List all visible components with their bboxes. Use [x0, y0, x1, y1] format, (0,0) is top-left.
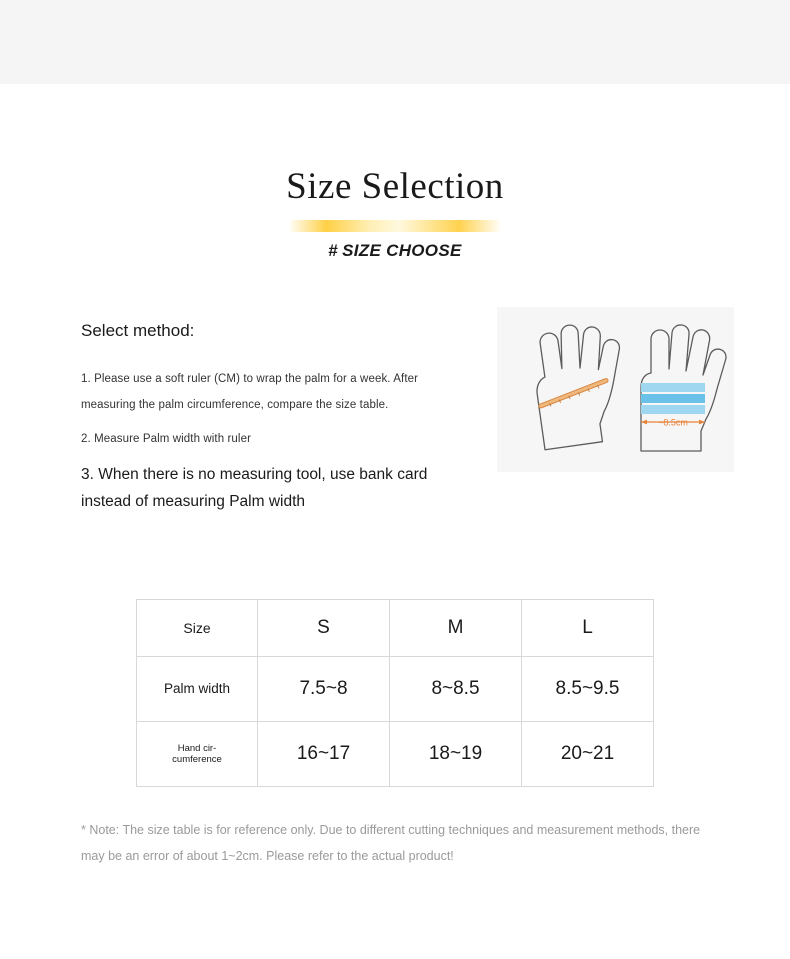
size-note: * Note: The size table is for reference only. Due to different cutting techniques and measurement methods, there may be an error of about 1~2cm. Please refer to the actual product!: [81, 823, 701, 864]
title-block: [0, 168, 790, 261]
table-header-cell-s: S: [258, 600, 390, 657]
select-method-heading: Select method:: [81, 321, 195, 340]
table-header-cell-m: M: [390, 600, 522, 657]
size-table-wrap: [136, 599, 654, 787]
cell-palm-width-m: 8~8.5: [390, 657, 522, 722]
subtitle-text: SIZE CHOOSE: [342, 241, 462, 260]
cell-hand-circumference-l: 20~21: [522, 722, 654, 787]
page-subtitle: [0, 241, 790, 261]
table-header-cell-size: Size: [137, 600, 258, 657]
table-header-cell-l: L: [522, 600, 654, 657]
method-step-1: 1. Please use a soft ruler (CM) to wrap the palm for a week. After measuring the palm circumference, compare the size table.: [81, 373, 419, 411]
size-table: [136, 599, 654, 787]
hands-diagram-icon: [497, 307, 734, 472]
cell-hand-circumference-s: 16~17: [258, 722, 390, 787]
title-underline-highlight: [288, 220, 502, 232]
page-content: [0, 84, 790, 870]
table-header-row: [137, 600, 654, 657]
method-step-2: 2. Measure Palm width with ruler: [81, 432, 252, 445]
row-label-hand-circumference: Hand cir- cumference: [137, 722, 258, 787]
cell-palm-width-l: 8.5~9.5: [522, 657, 654, 722]
cell-palm-width-s: 7.5~8: [258, 657, 390, 722]
hash-symbol: #: [328, 241, 339, 260]
method-step-3: 3. When there is no measuring tool, use bank card instead of measuring Palm width: [81, 465, 428, 510]
cell-hand-circumference-m: 18~19: [390, 722, 522, 787]
row-label-palm-width: Palm width: [137, 657, 258, 722]
top-band: [0, 0, 790, 84]
table-row: [137, 722, 654, 787]
illustration-measure-label: ~8.5cm: [658, 417, 688, 428]
method-steps: [81, 367, 451, 515]
table-row: [137, 657, 654, 722]
measurement-illustration: [497, 307, 734, 472]
page-title: Size Selection: [286, 166, 504, 207]
